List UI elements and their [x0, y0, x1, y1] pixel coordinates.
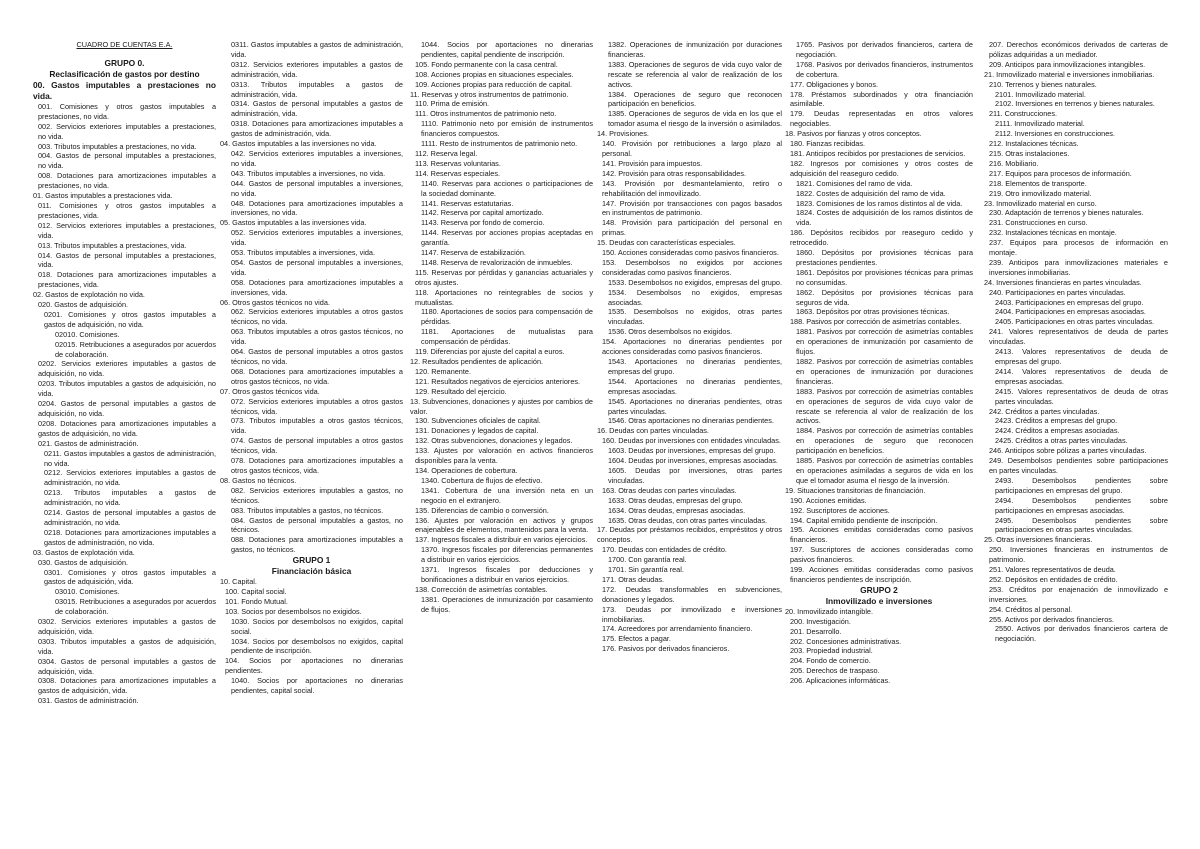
account-entry: 1535. Desembolsos no exigidos, otras partes vinculadas.: [608, 307, 782, 327]
text-column-2: [220, 40, 403, 843]
account-entry: 218. Elementos de transporte.: [989, 178, 1087, 188]
account-entry: 1181. Aportaciones de mutualistas para compensación de pérdidas.: [421, 327, 593, 347]
section-heading: Financiación básica: [271, 566, 352, 577]
account-entry: 0208. Dotaciones para amortizaciones imputables a gastos de adquisición, no vida.: [38, 418, 216, 438]
account-entry: 05. Gastos imputables a las inversiones vida.: [220, 218, 367, 228]
account-entry: 111. Otros instrumentos de patrimonio neto.: [415, 109, 557, 119]
account-entry: 068. Dotaciones para amortizaciones imputables a otros gastos técnicos, no vida.: [231, 366, 403, 386]
account-entry: 133. Ajustes por valoración en activos financieros disponibles para la venta.: [415, 446, 593, 466]
account-entry: 108. Acciones propias en situaciones especiales.: [415, 69, 574, 79]
account-entry: 231. Construcciones en curso.: [989, 218, 1088, 228]
account-entry: 100. Capital social.: [225, 587, 287, 597]
account-entry: 2415. Valores representativos de deuda de otras partes vinculadas.: [995, 386, 1168, 406]
account-entry: 19. Situaciones transitorias de financiación.: [785, 485, 926, 495]
account-entry: 255. Activos por derivados financieros.: [989, 614, 1114, 624]
account-entry: 173. Deudas por inmovilizado e inversiones inmobiliarias.: [602, 604, 782, 624]
account-entry: 2403. Participaciones en empresas del grupo.: [995, 297, 1144, 307]
account-entry: 2425. Créditos a otras partes vinculadas.: [995, 436, 1128, 446]
account-entry: 249. Desembolsos pendientes sobre participaciones en partes vinculadas.: [989, 456, 1168, 475]
account-entry: 1340. Cobertura de flujos de efectivo.: [421, 475, 543, 485]
account-entry: 241. Valores representativos de deuda de partes vinculadas.: [989, 327, 1168, 347]
account-entry: 251. Valores representativos de deuda.: [989, 565, 1116, 575]
account-entry: 197. Suscriptores de acciones consideradas como pasivos financieros.: [790, 545, 973, 565]
account-entry: 188. Pasivos por corrección de asimetrías contables.: [790, 317, 962, 327]
section-heading: CUADRO DE CUENTAS E.A.: [76, 40, 173, 49]
account-entry: 143. Provisión por desmantelamiento, retiro o rehabilitación del inmovilizado.: [602, 178, 782, 198]
account-entry: 1545. Aportaciones no dinerarias pendientes, otras partes vinculadas.: [608, 396, 782, 416]
account-entry: 246. Anticipos sobre pólizas a partes vinculadas.: [989, 446, 1147, 456]
account-entry: 180. Fianzas recibidas.: [790, 139, 866, 149]
account-entry: 209. Anticipos para inmovilizaciones intangibles.: [989, 59, 1146, 69]
account-entry: 0202. Servicios exteriores imputables a gastos de adquisición, no vida.: [38, 359, 216, 379]
account-entry: 192. Suscriptores de acciones.: [790, 505, 890, 515]
account-entry: 031. Gastos de administración.: [38, 696, 139, 706]
account-entry: 001. Comisiones y otros gastos imputables a prestaciones, no vida.: [38, 101, 216, 121]
account-entry: 212. Instalaciones técnicas.: [989, 139, 1079, 149]
text-column-6: [984, 40, 1168, 843]
account-entry: 1544. Aportaciones no dinerarias pendientes, empresas asociadas.: [608, 376, 782, 396]
account-entry: 052. Servicios exteriores imputables a inversiones, vida.: [231, 228, 403, 248]
account-entry: 1543. Aportaciones no dinerarias pendientes, empresas del grupo.: [608, 357, 782, 376]
text-column-4: [597, 40, 782, 843]
text-column-5: [785, 40, 973, 843]
account-entry: 1034. Socios por desembolsos no exigidos, capital pendiente de inscripción.: [231, 636, 403, 656]
account-entry: 129. Resultado del ejercicio.: [415, 386, 507, 396]
account-entry: 0314. Gastos de personal imputables a gastos de administración, vida.: [231, 99, 403, 119]
account-entry: 201. Desarrollo.: [790, 626, 842, 636]
account-entry: 1147. Reserva de estabilización.: [421, 248, 526, 258]
account-entry: 2494. Desembolsos pendientes sobre participaciones en empresas asociadas.: [995, 495, 1168, 515]
account-entry: 2493. Desembolsos pendientes sobre participaciones en empresas del grupo.: [995, 475, 1168, 495]
account-entry: 160. Deudas por inversiones con entidades vinculadas.: [602, 436, 781, 446]
account-entry: 215. Otras instalaciones.: [989, 148, 1070, 158]
account-entry: 105. Fondo permanente con la casa central.: [415, 59, 558, 69]
section-heading: Inmovilizado e inversiones: [825, 595, 933, 606]
account-entry: 2413. Valores representativos de deuda de empresas del grupo.: [995, 347, 1168, 366]
account-entry: 21. Inmovilizado material e inversiones inmobiliarias.: [984, 69, 1155, 79]
text-column-3: [410, 40, 593, 843]
account-entry: 0301. Comisiones y otros gastos imputables a gastos de adquisición, vida.: [44, 567, 216, 587]
account-entry: 1370. Ingresos fiscales por diferencias permanentes a distribuir en varios ejercicios.: [421, 545, 593, 565]
account-entry: 205. Derechos de traspaso.: [790, 666, 880, 676]
account-entry: 088. Dotaciones para amortizaciones imputables a gastos, no técnicos.: [231, 535, 403, 555]
account-entry: 1861. Depósitos por provisiones técnicas para primas no consumidas.: [796, 267, 973, 287]
account-entry: 254. Créditos al personal.: [989, 604, 1073, 614]
account-entry: 252. Depósitos en entidades de crédito.: [989, 574, 1118, 584]
account-entry: 2405. Participaciones en otras partes vinculadas.: [995, 317, 1155, 327]
account-entry: 119. Diferencias por ajuste del capital a euros.: [415, 347, 565, 357]
account-entry: 020. Gastos de adquisición.: [38, 300, 129, 310]
account-entry: 1141. Reservas estatutarias.: [421, 198, 514, 208]
account-entry: 153. Desembolsos no exigidos por acciones consideradas como pasivos financieros.: [602, 257, 782, 277]
account-entry: 1885. Pasivos por corrección de asimetrías contables en operaciones asimiladas a seguros de vida en los que el tomador asuma el riesgo de la inversión.: [796, 456, 973, 485]
account-entry: 1044. Socios por aportaciones no dinerarias pendientes, capital pendiente de inscripción.: [421, 40, 593, 59]
account-entry: 0318. Dotaciones para amortizaciones imputables a gastos de administración, vida.: [231, 119, 403, 139]
account-entry: 1040. Socios por aportaciones no dinerarias pendientes, capital social.: [231, 676, 403, 696]
account-entry: 177. Obligaciones y bonos.: [790, 79, 879, 89]
account-entry: 062. Servicios exteriores imputables a otros gastos técnicos, no vida.: [231, 307, 403, 327]
account-entry: 1862. Depósitos por provisiones técnicas para seguros de vida.: [796, 287, 973, 307]
account-entry: 0211. Gastos imputables a gastos de administración, no vida.: [44, 448, 216, 468]
account-entry: 1546. Otras aportaciones no dinerarias pendientes.: [608, 416, 774, 426]
account-entry: 083. Tributos imputables a gastos, no técnicos.: [231, 505, 384, 515]
account-entry: 1143. Reserva por fondo de comercio.: [421, 218, 545, 228]
account-entry: 2423. Créditos a empresas del grupo.: [995, 416, 1118, 426]
account-entry: 0312. Servicios exteriores imputables a gastos de administración, vida.: [231, 59, 403, 79]
account-entry: 204. Fondo de comercio.: [790, 656, 871, 666]
account-entry: 1110. Patrimonio neto por emisión de instrumentos financieros compuestos.: [421, 119, 593, 139]
account-entry: 10. Capital.: [220, 577, 257, 587]
account-entry: 16. Deudas con partes vinculadas.: [597, 426, 709, 436]
account-entry: 136. Ajustes por valoración en activos y grupos enajenables de elementos, mantenidos para la venta.: [415, 515, 593, 535]
account-entry: 063. Tributos imputables a otros gastos técnicos, no vida.: [231, 327, 403, 347]
account-entry: 163. Otras deudas con partes vinculadas.: [602, 485, 737, 495]
account-entry: 217. Equipos para procesos de información.: [989, 168, 1132, 178]
account-entry: 072. Servicios exteriores imputables a otros gastos técnicos, vida.: [231, 396, 403, 416]
account-entry: 207. Derechos económicos derivados de carteras de pólizas adquiridas a un mediador.: [989, 40, 1168, 59]
account-entry: 2550. Activos por derivados financieros cartera de negociación.: [995, 624, 1168, 644]
account-entry: 0204. Gastos de personal imputables a gastos de adquisición, no vida.: [38, 399, 216, 418]
account-entry: 014. Gastos de personal imputables a prestaciones, vida.: [38, 250, 216, 270]
account-entry: 003. Tributos imputables a prestaciones, no vida.: [38, 141, 197, 151]
account-entry: 00. Gastos imputables a prestaciones no vida.: [33, 79, 216, 101]
account-entry: 121. Resultados negativos de ejercicios anteriores.: [415, 376, 581, 386]
account-entry: 219. Otro inmovilizado material.: [989, 188, 1092, 198]
account-entry: 02015. Retribuciones a asegurados por acuerdos de colaboración.: [55, 339, 216, 359]
section-heading: GRUPO 0.: [104, 57, 145, 68]
account-entry: 103. Socios por desembolsos no exigidos.: [225, 606, 362, 616]
account-entry: 1030. Socios por desembolsos no exigidos, capital social.: [231, 616, 403, 636]
account-entry: 118. Aportaciones no reintegrables de socios y mutualistas.: [415, 287, 593, 307]
account-entry: 013. Tributos imputables a prestaciones, vida.: [38, 240, 187, 250]
account-entry: 0308. Dotaciones para amortizaciones imputables a gastos de adquisición, vida.: [38, 676, 216, 696]
account-entry: 210. Terrenos y bienes naturales.: [989, 79, 1097, 89]
account-entry: 002. Servicios exteriores imputables a prestaciones, no vida.: [38, 121, 216, 141]
account-entry: 174. Acreedores por arrendamiento financiero.: [602, 624, 753, 634]
account-entry: 186. Depósitos recibidos por reaseguro cedido y retrocedido.: [790, 228, 973, 248]
account-entry: 030. Gastos de adquisición.: [38, 557, 129, 567]
account-entry: 018. Dotaciones para amortizaciones imputables a prestaciones, vida.: [38, 270, 216, 290]
account-entry: 148. Provisión para participación del personal en primas.: [602, 218, 782, 238]
account-entry: 1765. Pasivos por derivados financieros, cartera de negociación.: [796, 40, 973, 59]
account-entry: 170. Deudas con entidades de crédito.: [602, 545, 727, 555]
account-entry: 0313. Tributos imputables a gastos de administración, vida.: [231, 79, 403, 99]
account-entry: 232. Instalaciones técnicas en montaje.: [989, 228, 1117, 238]
account-entry: 2101. Inmovilizado material.: [995, 89, 1086, 99]
account-entry: 0212. Servicios exteriores imputables a gastos de administración, no vida.: [44, 468, 216, 488]
account-entry: 18. Pasivos por fianzas y otros conceptos.: [785, 129, 922, 139]
account-entry: 1822. Costes de adquisición del ramo de vida.: [796, 188, 946, 198]
account-entry: 25. Otras inversiones financieras.: [984, 535, 1093, 545]
account-entry: 082. Servicios exteriores imputables a gastos, no técnicos.: [231, 485, 403, 505]
account-entry: 194. Capital emitido pendiente de inscripción.: [790, 515, 938, 525]
account-entry: 132. Otras subvenciones, donaciones y legados.: [415, 436, 573, 446]
account-entry: 008. Dotaciones para amortizaciones imputables a prestaciones, no vida.: [38, 171, 216, 191]
account-entry: 03010. Comisiones.: [55, 587, 120, 597]
account-entry: 02. Gastos de explotación no vida.: [33, 290, 145, 300]
account-entry: 044. Gastos de personal imputables a inversiones, no vida.: [231, 178, 403, 198]
account-entry: 138. Corrección de asimetrías contables.: [415, 584, 548, 594]
account-entry: 1768. Pasivos por derivados financieros, instrumentos de cobertura.: [796, 59, 973, 79]
account-entry: 1604. Deudas por inversiones, empresas asociadas.: [608, 456, 778, 466]
account-entry: 176. Pasivos por derivados financieros.: [602, 644, 730, 654]
account-entry: 181. Anticipos recibidos por prestaciones de servicios.: [790, 148, 966, 158]
account-entry: 2404. Participaciones en empresas asociadas.: [995, 307, 1146, 317]
account-entry: 1701. Sin garantía real.: [608, 565, 684, 575]
account-entry: 1881. Pasivos por corrección de asimetrías contables en operaciones de inmunización por casamiento de flujos.: [796, 327, 973, 357]
account-entry: 1605. Deudas por inversiones, otras partes vinculadas.: [608, 465, 782, 485]
account-entry: 230. Adaptación de terrenos y bienes naturales.: [989, 208, 1144, 218]
account-entry: 1634. Otras deudas, empresas asociadas.: [608, 505, 746, 515]
account-entry: 012. Servicios exteriores imputables a prestaciones, vida.: [38, 220, 216, 240]
account-entry: 239. Anticipos para inmovilizaciones materiales e inversiones inmobiliarias.: [989, 257, 1168, 277]
account-entry: 01. Gastos imputables a prestaciones vida.: [33, 191, 173, 201]
account-entry: 140. Provisión por retribuciones a largo plazo al personal.: [602, 139, 782, 158]
account-entry: 2424. Créditos a empresas asociadas.: [995, 426, 1120, 436]
account-entry: 0302. Servicios exteriores imputables a gastos de adquisición, vida.: [38, 617, 216, 636]
account-entry: 2414. Valores representativos de deuda de empresas asociadas.: [995, 366, 1168, 386]
account-entry: 179. Deudas representadas en otros valores negociables.: [790, 109, 973, 129]
account-entry: 112. Reserva legal.: [415, 148, 478, 158]
account-entry: 011. Comisiones y otros gastos imputables a prestaciones, vida.: [38, 200, 216, 220]
account-entry: 141. Provisión para impuestos.: [602, 158, 703, 168]
account-entry: 101. Fondo Mutual.: [225, 596, 288, 606]
account-entry: 1863. Depósitos por otras provisiones técnicas.: [796, 307, 950, 317]
account-entry: 058. Dotaciones para amortizaciones imputables a inversiones, vida.: [231, 277, 403, 297]
account-entry: 2495. Desembolsos pendientes sobre participaciones en otras partes vinculadas.: [995, 515, 1168, 535]
account-entry: 200. Investigación.: [790, 616, 851, 626]
account-entry: 1533. Desembolsos no exigidos, empresas del grupo.: [608, 277, 782, 287]
account-entry: 1371. Ingresos fiscales por deducciones y bonificaciones a distribuir en varios ejercicios.: [421, 565, 593, 584]
account-entry: 216. Mobiliario.: [989, 158, 1039, 168]
account-entry: 110. Prima de emisión.: [415, 99, 490, 109]
account-entry: 0213. Tributos imputables a gastos de administración, no vida.: [44, 488, 216, 508]
account-entry: 134. Operaciones de cobertura.: [415, 465, 518, 475]
account-entry: 1700. Con garantía real.: [608, 555, 687, 565]
account-entry: 2102. Inversiones en terrenos y bienes naturales.: [995, 99, 1155, 109]
account-entry: 0203. Tributos imputables a gastos de adquisición, no vida.: [38, 379, 216, 399]
account-entry: 1381. Operaciones de inmunización por casamiento de flujos.: [421, 594, 593, 614]
account-entry: 114. Reservas especiales.: [415, 168, 501, 178]
account-entry: 178. Préstamos subordinados y otra financiación asimilable.: [790, 89, 973, 109]
account-entry: 211. Construcciones.: [989, 109, 1058, 119]
account-entry: 203. Propiedad industrial.: [790, 646, 873, 656]
account-entry: 03. Gastos de explotación vida.: [33, 547, 135, 557]
account-entry: 199. Acciones emitidas consideradas como pasivos financieros pendientes de inscripción.: [790, 565, 973, 584]
account-entry: 0304. Gastos de personal imputables a gastos de adquisición, vida.: [38, 656, 216, 676]
account-entry: 11. Reservas y otros instrumentos de patrimonio.: [410, 89, 569, 99]
account-entry: 1180. Aportaciones de socios para compensación de pérdidas.: [421, 307, 593, 327]
account-entry: 195. Acciones emitidas consideradas como pasivos financieros.: [790, 525, 973, 545]
account-entry: 1142. Reserva por capital amortizado.: [421, 208, 544, 218]
account-entry: 1111. Resto de instrumentos de patrimonio neto.: [421, 139, 578, 149]
account-entry: 15. Deudas con características especiales.: [597, 238, 736, 248]
account-entry: 237. Equipos para procesos de información en montaje.: [989, 238, 1168, 258]
account-entry: 182. Ingresos por comisiones y otros costes de adquisición del reaseguro cedido.: [790, 158, 973, 178]
account-entry: 190. Acciones emitidas.: [790, 495, 867, 505]
account-entry: 0218. Dotaciones para amortizaciones imputables a gastos de administración, no vida.: [44, 527, 216, 547]
account-entry: 2112. Inversiones en construcciones.: [995, 129, 1115, 139]
account-entry: 02010. Comisiones.: [55, 329, 120, 339]
account-entry: 24. Inversiones financieras en partes vinculadas.: [984, 277, 1142, 287]
account-entry: 1341. Cobertura de una inversión neta en un negocio en el extranjero.: [421, 485, 593, 505]
account-entry: 12. Resultados pendientes de aplicación.: [410, 357, 544, 366]
account-entry: 1603. Deudas por inversiones, empresas del grupo.: [608, 446, 776, 456]
account-entry: 175. Efectos a pagar.: [602, 634, 671, 644]
account-entry: 053. Tributos imputables a inversiones, vida.: [231, 248, 375, 258]
account-entry: 084. Gastos de personal imputables a gastos, no técnicos.: [231, 515, 403, 535]
account-entry: 171. Otras deudas.: [602, 574, 665, 584]
account-entry: 131. Donaciones y legados de capital.: [415, 426, 539, 436]
account-entry: 08. Gastos no técnicos.: [220, 475, 297, 485]
section-heading: Reclasificación de gastos por destino: [49, 68, 200, 79]
account-entry: 147. Provisión por transacciones con pagos basados en instrumentos de patrimonio.: [602, 198, 782, 218]
account-entry: 115. Reservas por pérdidas y ganancias actuariales y otros ajustes.: [415, 267, 593, 287]
account-entry: 1633. Otras deudas, empresas del grupo.: [608, 495, 743, 505]
account-entry: 1385. Operaciones de seguros de vida en los que el tomador asuma el riesgo de la inversión o asimilados.: [608, 109, 782, 129]
account-entry: 1824. Costes de adquisición de los ramos distintos de vida.: [796, 208, 973, 228]
account-entry: 042. Servicios exteriores imputables a inversiones, no vida.: [231, 148, 403, 168]
section-heading: GRUPO 1: [292, 555, 331, 566]
account-entry: 048. Dotaciones para amortizaciones imputables a inversiones, no vida.: [231, 198, 403, 218]
account-entry: 1860. Depósitos por provisiones técnicas para prestaciones pendientes.: [796, 248, 973, 267]
account-entry: 043. Tributos imputables a inversiones, no vida.: [231, 168, 386, 178]
account-entry: 172. Deudas transformables en subvenciones, donaciones y legados.: [602, 584, 782, 604]
account-entry: 120. Remanente.: [415, 366, 471, 376]
account-entry: 1382. Operaciones de inmunización por duraciones financieras.: [608, 40, 782, 59]
account-entry: 1823. Comisiones de los ramos distintos al de vida.: [796, 198, 963, 208]
account-entry: 135. Diferencias de cambio o conversión.: [415, 505, 549, 515]
account-entry: 253. Créditos por enajenación de inmovilizado e inversiones.: [989, 584, 1168, 604]
account-entry: 004. Gastos de personal imputables a prestaciones, no vida.: [38, 151, 216, 171]
account-entry: 142. Provisión para otras responsabilidades.: [602, 168, 746, 178]
account-entry: 1144. Reservas por acciones propias aceptadas en garantía.: [421, 228, 593, 248]
account-entry: 064. Gastos de personal imputables a otros gastos técnicos, no vida.: [231, 347, 403, 366]
account-entry: 054. Gastos de personal imputables a inversiones, vida.: [231, 257, 403, 277]
account-entry: 07. Otros gastos técnicos vida.: [220, 386, 320, 396]
account-entry: 0311. Gastos imputables a gastos de administración, vida.: [231, 40, 403, 59]
account-entry: 202. Concesiones administrativas.: [790, 636, 902, 646]
account-entry: 1821. Comisiones del ramo de vida.: [796, 178, 913, 188]
account-entry: 104. Socios por aportaciones no dinerarias pendientes.: [225, 656, 403, 676]
account-entry: 109. Acciones propias para reducción de capital.: [415, 79, 572, 89]
account-entry: 137. Ingresos fiscales a distribuir en varios ejercicios.: [415, 535, 588, 545]
account-entry: 250. Inversiones financieras en instrumentos de patrimonio.: [989, 545, 1168, 565]
account-entry: 04. Gastos imputables a las inversiones no vida.: [220, 139, 377, 149]
account-entry: 1884. Pasivos por corrección de asimetrías contables en operaciones de seguro que reconocen participación en beneficios.: [796, 426, 973, 456]
account-entry: 206. Aplicaciones informáticas.: [790, 676, 891, 686]
account-entry: 113. Reservas voluntarias.: [415, 158, 501, 168]
account-entry: 0214. Gastos de personal imputables a gastos de administración, no vida.: [44, 508, 216, 527]
account-entry: 154. Aportaciones no dinerarias pendientes por acciones consideradas como pasivos financieros.: [602, 337, 782, 357]
account-entry: 240. Participaciones en partes vinculadas.: [989, 287, 1126, 297]
account-entry: 242. Créditos a partes vinculadas.: [989, 406, 1100, 416]
account-entry: 13. Subvenciones, donaciones y ajustes por cambios de valor.: [410, 396, 593, 416]
account-entry: 021. Gastos de administración.: [38, 438, 139, 448]
section-heading: GRUPO 2: [860, 584, 898, 595]
account-entry: 150. Acciones consideradas como pasivos financieros.: [602, 248, 779, 258]
text-column-1: [33, 40, 216, 843]
account-entry: 0201. Comisiones y otros gastos imputables a gastos de adquisición, no vida.: [44, 309, 216, 329]
account-entry: 20. Inmovilizado intangible.: [785, 606, 874, 616]
account-entry: 03015. Retribuciones a asegurados por acuerdos de colaboración.: [55, 597, 216, 617]
account-entry: 1883. Pasivos por corrección de asimetrías contables en operaciones de seguros de vida cuyo valor de rescate se referencia al valor de realización de los activos.: [796, 386, 973, 426]
account-entry: 1635. Otras deudas, con otras partes vinculadas.: [608, 515, 768, 525]
account-entry: 06. Otros gastos técnicos no vida.: [220, 297, 330, 307]
account-entry: 17. Deudas por préstamos recibidos, empréstitos y otros conceptos.: [597, 525, 782, 545]
account-entry: 073. Tributos imputables a otros gastos técnicos, vida.: [231, 416, 403, 436]
account-entry: 1534. Desembolsos no exigidos, empresas asociadas.: [608, 287, 782, 307]
account-entry: 1140. Reservas para acciones o participaciones de la sociedad dominante.: [421, 178, 593, 198]
account-entry: 14. Provisiones.: [597, 129, 649, 139]
account-entry: 1383. Operaciones de seguros de vida cuyo valor de rescate se referencia al valor de realización de los activos.: [608, 59, 782, 89]
account-entry: 2111. Inmovilizado material.: [995, 119, 1085, 129]
account-entry: 078. Dotaciones para amortizaciones imputables a otros gastos técnicos, vida.: [231, 456, 403, 475]
account-entry: 1882. Pasivos por corrección de asimetrías contables en operaciones de inmunización por duraciones financieras.: [796, 357, 973, 386]
account-entry: 0303. Tributos imputables a gastos de adquisición, vida.: [38, 636, 216, 656]
account-entry: 1384. Operaciones de seguro que reconocen participación en beneficios.: [608, 89, 782, 109]
account-entry: 23. Inmovilizado material en curso.: [984, 198, 1097, 208]
account-entry: 130. Subvenciones oficiales de capital.: [415, 416, 541, 426]
account-entry: 1536. Otros desembolsos no exigidos.: [608, 327, 733, 337]
account-entry: 1148. Reserva de revalorización de inmuebles.: [421, 257, 573, 267]
account-entry: 074. Gastos de personal imputables a otros gastos técnicos, vida.: [231, 436, 403, 456]
